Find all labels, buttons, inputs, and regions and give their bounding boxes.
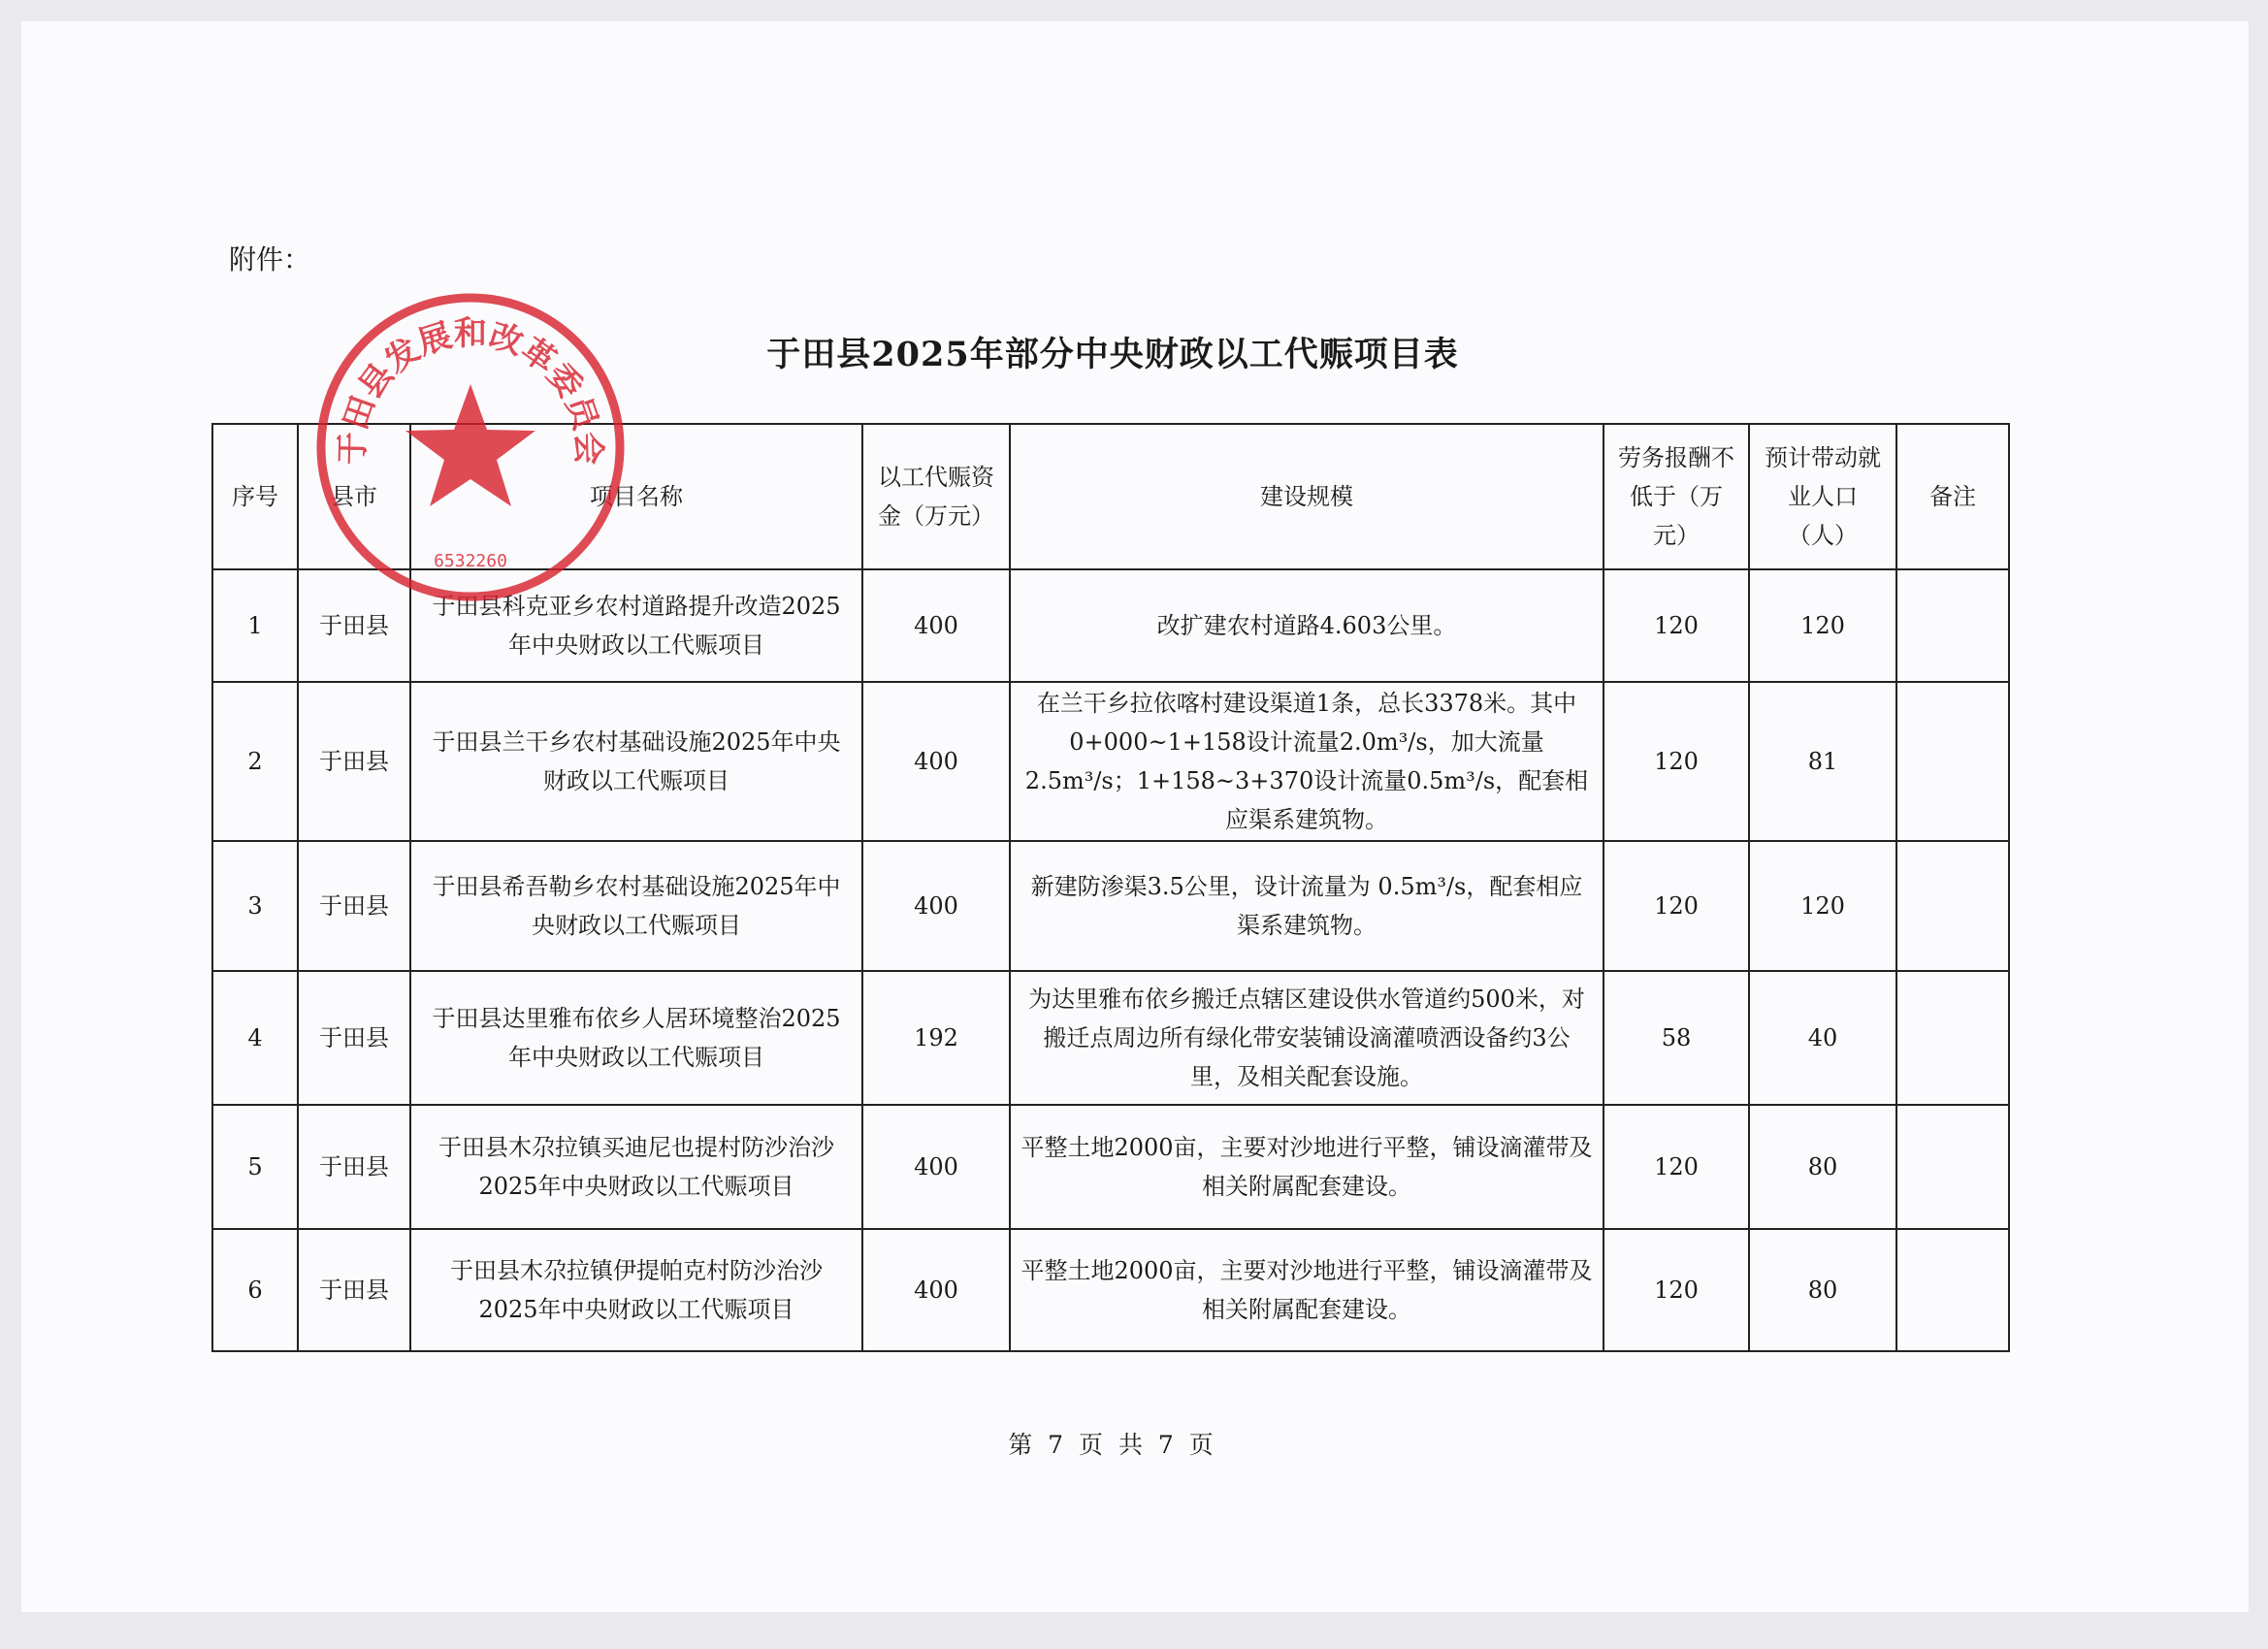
cell-remark	[1896, 841, 2009, 971]
cell-remark	[1896, 1229, 2009, 1351]
cell-index: 5	[212, 1105, 298, 1229]
cell-fund: 400	[862, 841, 1010, 971]
cell-index: 6	[212, 1229, 298, 1351]
cell-wage: 120	[1604, 1229, 1749, 1351]
cell-scale: 平整土地2000亩，主要对沙地进行平整，铺设滴灌带及相关附属配套建设。	[1010, 1229, 1604, 1351]
project-table	[211, 423, 2010, 1352]
table-row	[212, 1229, 2009, 1351]
table-row	[212, 1105, 2009, 1229]
cell-fund: 400	[862, 682, 1010, 841]
seal-code: 6532260	[434, 551, 507, 571]
cell-jobs: 80	[1749, 1229, 1896, 1351]
cell-project-name: 于田县木尕拉镇买迪尼也提村防沙治沙2025年中央财政以工代赈项目	[410, 1105, 862, 1229]
cell-scale: 改扩建农村道路4.603公里。	[1010, 569, 1604, 682]
table-row	[212, 841, 2009, 971]
cell-index: 4	[212, 971, 298, 1105]
header-cell: 劳务报酬不低于（万元）	[1604, 424, 1749, 569]
cell-scale: 平整土地2000亩，主要对沙地进行平整，铺设滴灌带及相关附属配套建设。	[1010, 1105, 1604, 1229]
cell-wage: 120	[1604, 841, 1749, 971]
cell-wage: 120	[1604, 1105, 1749, 1229]
cell-remark	[1896, 1105, 2009, 1229]
cell-jobs: 120	[1749, 841, 1896, 971]
page-number: 第 7 页 共 7 页	[1008, 1431, 1217, 1459]
cell-county: 于田县	[298, 1105, 410, 1229]
cell-project-name: 于田县木尕拉镇伊提帕克村防沙治沙2025年中央财政以工代赈项目	[410, 1229, 862, 1351]
cell-county: 于田县	[298, 569, 410, 682]
cell-jobs: 80	[1749, 1105, 1896, 1229]
document-title: 于田县2025年部分中央财政以工代赈项目表	[766, 335, 1459, 374]
table-row	[212, 682, 2009, 841]
cell-index: 2	[212, 682, 298, 841]
cell-county: 于田县	[298, 682, 410, 841]
cell-project-name: 于田县希吾勒乡农村基础设施2025年中央财政以工代赈项目	[410, 841, 862, 971]
header-cell: 项目名称	[410, 424, 862, 569]
cell-wage: 120	[1604, 569, 1749, 682]
cell-project-name: 于田县兰干乡农村基础设施2025年中央财政以工代赈项目	[410, 682, 862, 841]
document-page	[21, 21, 2249, 1612]
header-cell: 建设规模	[1010, 424, 1604, 569]
cell-wage: 120	[1604, 682, 1749, 841]
cell-fund: 400	[862, 1229, 1010, 1351]
cell-index: 3	[212, 841, 298, 971]
header-cell: 备注	[1896, 424, 2009, 569]
header-cell: 县市	[298, 424, 410, 569]
cell-county: 于田县	[298, 1229, 410, 1351]
cell-scale: 新建防渗渠3.5公里，设计流量为 0.5m³/s，配套相应渠系建筑物。	[1010, 841, 1604, 971]
table-row	[212, 971, 2009, 1105]
cell-remark	[1896, 682, 2009, 841]
header-cell: 序号	[212, 424, 298, 569]
cell-fund: 192	[862, 971, 1010, 1105]
cell-remark	[1896, 569, 2009, 682]
cell-fund: 400	[862, 569, 1010, 682]
cell-jobs: 120	[1749, 569, 1896, 682]
table-header-row	[212, 424, 2009, 569]
attachment-label: 附件：	[229, 243, 311, 275]
cell-jobs: 40	[1749, 971, 1896, 1105]
header-cell: 以工代赈资金（万元）	[862, 424, 1010, 569]
cell-jobs: 81	[1749, 682, 1896, 841]
cell-county: 于田县	[298, 971, 410, 1105]
cell-project-name: 于田县达里雅布依乡人居环境整治2025年中央财政以工代赈项目	[410, 971, 862, 1105]
header-cell: 预计带动就业人口（人）	[1749, 424, 1896, 569]
cell-wage: 58	[1604, 971, 1749, 1105]
table-row	[212, 569, 2009, 682]
seal-text: 于田县发展和改革委员会	[333, 314, 608, 466]
cell-project-name: 于田县科克亚乡农村道路提升改造2025年中央财政以工代赈项目	[410, 569, 862, 682]
cell-scale: 为达里雅布依乡搬迁点辖区建设供水管道约500米，对搬迁点周边所有绿化带安装铺设滴灌喷洒设备约3公里，及相关配套设施。	[1010, 971, 1604, 1105]
cell-county: 于田县	[298, 841, 410, 971]
cell-index: 1	[212, 569, 298, 682]
cell-scale: 在兰干乡拉依喀村建设渠道1条，总长3378米。其中0+000~1+158设计流量2.0m³/s，加大流量2.5m³/s；1+158~3+370设计流量0.5m³/s，配套相应渠系建筑物。	[1010, 682, 1604, 841]
cell-fund: 400	[862, 1105, 1010, 1229]
cell-remark	[1896, 971, 2009, 1105]
